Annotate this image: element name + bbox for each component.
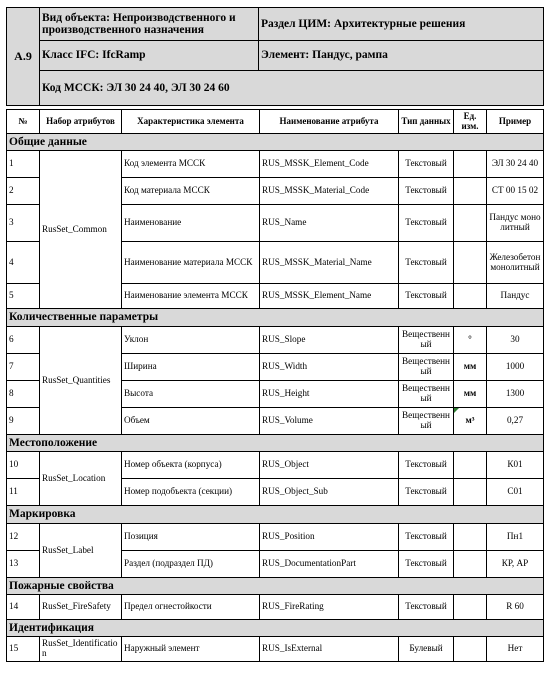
- section-header-row: [7, 435, 544, 452]
- attribute-set: RusSet_Location: [40, 452, 122, 506]
- mssk-code: Код МССК: ЭЛ 30 24 40, ЭЛ 30 24 60: [40, 71, 544, 106]
- example: 0,27: [487, 408, 544, 435]
- row-number: 12: [7, 524, 40, 551]
- data-type: Вещественный: [399, 354, 454, 381]
- data-type: Вещественный: [399, 381, 454, 408]
- section-title: Количественные параметры: [7, 309, 544, 327]
- data-type: Текстовый: [399, 452, 454, 479]
- col-unit: Ед. изм.: [454, 110, 487, 134]
- col-number: №: [7, 110, 40, 134]
- unit: [454, 284, 487, 309]
- characteristic: Номер объекта (корпуса): [122, 452, 260, 479]
- example: Пандус монолитный: [487, 205, 544, 242]
- attribute-name: RUS_Object: [260, 452, 399, 479]
- attribute-name: RUS_Name: [260, 205, 399, 242]
- unit: [454, 524, 487, 551]
- attribute-set: RusSet_Label: [40, 524, 122, 578]
- example: С01: [487, 479, 544, 506]
- attribute-set: RusSet_Identification: [40, 637, 122, 662]
- section-title: Пожарные свойства: [7, 578, 544, 595]
- row-number: 15: [7, 637, 40, 662]
- data-type: Текстовый: [399, 151, 454, 178]
- example: Железобетон монолитный: [487, 242, 544, 284]
- row-number: 5: [7, 284, 40, 309]
- attribute-name: RUS_Width: [260, 354, 399, 381]
- characteristic: Предел огнестойкости: [122, 595, 260, 620]
- data-type: Текстовый: [399, 479, 454, 506]
- attribute-set: RusSet_FireSafety: [40, 595, 122, 620]
- object-type: Вид объекта: Непроизводственного и производственного назначения: [40, 8, 259, 41]
- attribute-name: RUS_MSSK_Element_Code: [260, 151, 399, 178]
- unit: [454, 479, 487, 506]
- characteristic: Наименование элемента МССК: [122, 284, 260, 309]
- section-header-row: [7, 506, 544, 524]
- example: К01: [487, 452, 544, 479]
- unit: °: [454, 327, 487, 354]
- characteristic: Высота: [122, 381, 260, 408]
- section-header-row: [7, 578, 544, 595]
- example: 30: [487, 327, 544, 354]
- section-title: Местоположение: [7, 435, 544, 452]
- section-title: Общие данные: [7, 134, 544, 151]
- table-row: [7, 595, 544, 620]
- attribute-set: RusSet_Quantities: [40, 327, 122, 435]
- attribute-sheet: [6, 7, 544, 662]
- element-name: Элемент: Пандус, рампа: [259, 41, 544, 71]
- row-number: 6: [7, 327, 40, 354]
- data-type: Текстовый: [399, 178, 454, 205]
- unit: мм: [454, 354, 487, 381]
- ifc-class: Класс IFC: IfcRamp: [40, 41, 259, 71]
- example: Нет: [487, 637, 544, 662]
- table-row: [7, 327, 544, 354]
- characteristic: Наружный элемент: [122, 637, 260, 662]
- data-type: Булевый: [399, 637, 454, 662]
- example: R 60: [487, 595, 544, 620]
- section-header-row: [7, 620, 544, 637]
- row-number: 1: [7, 151, 40, 178]
- table-row: [7, 151, 544, 178]
- attribute-name: RUS_Object_Sub: [260, 479, 399, 506]
- attribute-name: RUS_Position: [260, 524, 399, 551]
- data-type: Текстовый: [399, 242, 454, 284]
- data-type: Текстовый: [399, 551, 454, 578]
- section-header-row: [7, 309, 544, 327]
- data-type: Текстовый: [399, 524, 454, 551]
- characteristic: Объем: [122, 408, 260, 435]
- unit: [454, 637, 487, 662]
- example: Пн1: [487, 524, 544, 551]
- header-block: [6, 7, 544, 106]
- characteristic: Номер подобъекта (секции): [122, 479, 260, 506]
- characteristic: Наименование: [122, 205, 260, 242]
- example: Пандус: [487, 284, 544, 309]
- attribute-name: RUS_Volume: [260, 408, 399, 435]
- cim-section: Раздел ЦИМ: Архитектурные решения: [259, 8, 544, 41]
- data-type: Текстовый: [399, 205, 454, 242]
- data-type: Текстовый: [399, 595, 454, 620]
- unit: [454, 151, 487, 178]
- attribute-set: RusSet_Common: [40, 151, 122, 309]
- sheet-id: А.9: [7, 8, 40, 106]
- table-row: [7, 637, 544, 662]
- unit: [454, 205, 487, 242]
- attribute-name: RUS_Height: [260, 381, 399, 408]
- example: СТ 00 15 02: [487, 178, 544, 205]
- example: 1300: [487, 381, 544, 408]
- section-title: Идентификация: [7, 620, 544, 637]
- row-number: 11: [7, 479, 40, 506]
- col-characteristic: Характеристика элемента: [122, 110, 260, 134]
- row-number: 9: [7, 408, 40, 435]
- characteristic: Позиция: [122, 524, 260, 551]
- row-number: 2: [7, 178, 40, 205]
- col-set: Набор атрибутов: [40, 110, 122, 134]
- section-title: Маркировка: [7, 506, 544, 524]
- attribute-name: RUS_FireRating: [260, 595, 399, 620]
- example: ЭЛ 30 24 40: [487, 151, 544, 178]
- characteristic: Ширина: [122, 354, 260, 381]
- row-number: 13: [7, 551, 40, 578]
- characteristic: Уклон: [122, 327, 260, 354]
- unit: м³: [454, 408, 487, 435]
- row-number: 7: [7, 354, 40, 381]
- row-number: 4: [7, 242, 40, 284]
- example: 1000: [487, 354, 544, 381]
- unit: [454, 178, 487, 205]
- col-type: Тип данных: [399, 110, 454, 134]
- unit: [454, 242, 487, 284]
- attribute-table: [6, 109, 544, 662]
- col-example: Пример: [487, 110, 544, 134]
- attribute-name: RUS_MSSK_Element_Name: [260, 284, 399, 309]
- characteristic: Наименование материала МССК: [122, 242, 260, 284]
- characteristic: Код материала МССК: [122, 178, 260, 205]
- unit: [454, 551, 487, 578]
- col-attribute: Наименование атрибута: [260, 110, 399, 134]
- attribute-name: RUS_DocumentationPart: [260, 551, 399, 578]
- attribute-name: RUS_Slope: [260, 327, 399, 354]
- row-number: 8: [7, 381, 40, 408]
- unit: мм: [454, 381, 487, 408]
- attribute-name: RUS_MSSK_Material_Name: [260, 242, 399, 284]
- table-row: [7, 524, 544, 551]
- unit: [454, 595, 487, 620]
- characteristic: Код элемента МССК: [122, 151, 260, 178]
- data-type: Вещественный: [399, 327, 454, 354]
- attribute-name: RUS_MSSK_Material_Code: [260, 178, 399, 205]
- unit: [454, 452, 487, 479]
- column-header-row: [7, 110, 544, 134]
- row-number: 10: [7, 452, 40, 479]
- example: КР, АР: [487, 551, 544, 578]
- row-number: 14: [7, 595, 40, 620]
- data-type: Вещественный: [399, 408, 454, 435]
- attribute-name: RUS_IsExternal: [260, 637, 399, 662]
- characteristic: Раздел (подраздел ПД): [122, 551, 260, 578]
- row-number: 3: [7, 205, 40, 242]
- section-header-row: [7, 134, 544, 151]
- table-row: [7, 452, 544, 479]
- data-type: Текстовый: [399, 284, 454, 309]
